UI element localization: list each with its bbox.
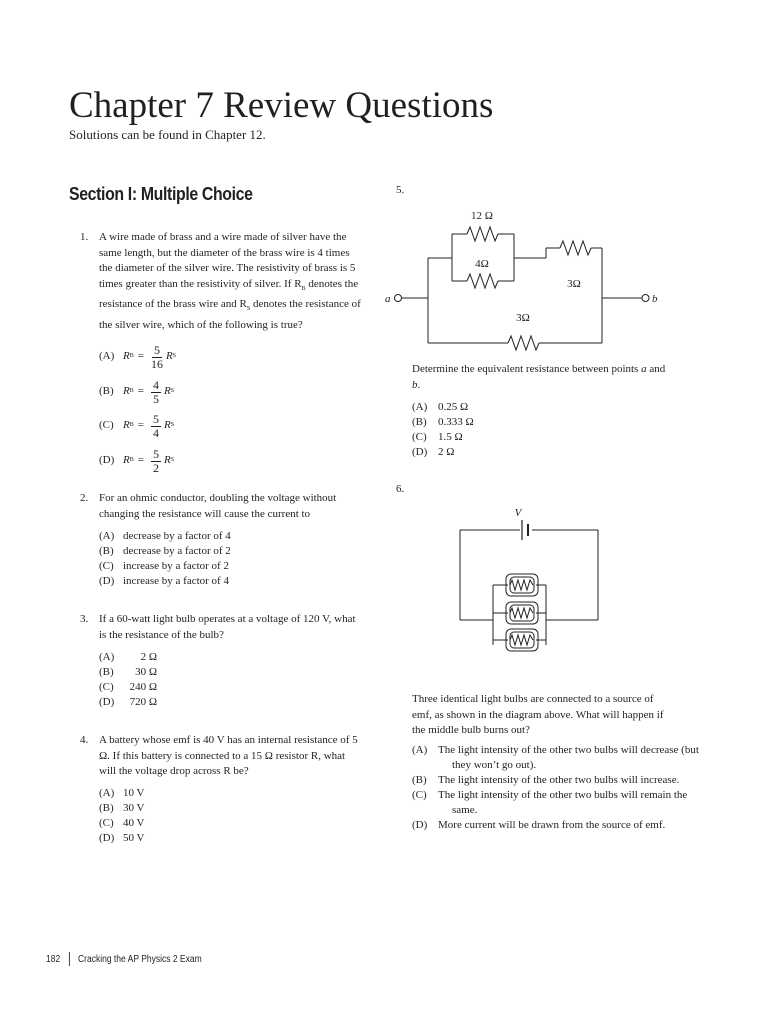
footer-divider <box>69 952 70 966</box>
page-footer <box>46 952 202 966</box>
answer-option-b[interactable]: (B) The light intensity of the other two bulbs will increase. <box>412 774 680 786</box>
terminal-label-a: a <box>385 293 391 305</box>
question-text: If a 60-watt light bulb operates at a voltage of 120 V, what is the resistance of the bulb? <box>99 613 356 641</box>
resistor-network-diagram <box>380 205 670 360</box>
question-text: A battery whose emf is 40 V has an internal resistance of 5 Ω. If this battery is connected to a 15 Ω resistor R, what will the voltage drop across R be? <box>99 734 358 777</box>
answer-option-a[interactable]: (A) decrease by a factor of 4 <box>99 530 231 542</box>
question-text: Three identical light bulbs are connected to a source of emf, as shown in the diagram above. What will happen if the middle bulb burns out? <box>412 693 664 736</box>
question-text: A wire made of brass and a wire made of silver have the same length, but the diameter of the brass wire is 4 times the diameter of the silver wire. The resistivity of brass is 5 times greater than the resistivity of silver. If $R_B$ denotes the resistance of the brass wire and $R_S$ denotes the resistance of the silver wire, which of the following is true? <box>99 231 361 331</box>
answer-option-b[interactable]: (B) R B = $\frac{4}{5}$ R S <box>99 377 175 406</box>
answer-options <box>412 400 474 460</box>
answer-option-c[interactable]: (C) increase by a factor of 2 <box>99 560 229 572</box>
question-number: 1. <box>80 231 89 243</box>
answer-option-d[interactable]: (D) R B = $\frac{5}{2}$ R S <box>99 446 175 475</box>
voltage-label: V <box>514 507 522 519</box>
answer-option-d[interactable]: (D) 50 V <box>99 832 145 844</box>
answer-options <box>99 786 145 846</box>
question-text: For an ohmic conductor, doubling the voltage without changing the resistance will cause the current to <box>99 492 337 520</box>
answer-option-b[interactable]: (B) 30 V <box>99 802 145 814</box>
question-number: 4. <box>80 734 89 746</box>
answer-option-a[interactable]: (A) 2 Ω <box>99 651 157 663</box>
answer-option-c[interactable]: (C) The light intensity of the other two bulbs will remain the same. <box>412 789 688 816</box>
question-text: Determine the equivalent resistance between points a and b. <box>412 363 666 391</box>
answer-option-d[interactable]: (D) increase by a factor of 4 <box>99 575 229 587</box>
answer-options <box>412 743 702 833</box>
bulb-circuit-diagram <box>450 500 610 665</box>
book-title: Cracking the AP Physics 2 Exam <box>78 953 202 965</box>
answer-option-d[interactable]: (D) 2 Ω <box>412 446 455 458</box>
question-number: 2. <box>80 492 89 504</box>
answer-options <box>99 529 231 589</box>
resistor-label-3-top: 3Ω <box>567 278 581 290</box>
answer-options <box>99 650 157 710</box>
resistor-label-3-bottom: 3Ω <box>516 312 530 324</box>
answer-option-a[interactable]: (A) 0.25 Ω <box>412 401 469 413</box>
answer-option-d[interactable]: (D) 720 Ω <box>99 696 157 708</box>
page-title: Chapter 7 Review Questions <box>69 85 494 126</box>
page-subtitle: Solutions can be found in Chapter 12. <box>69 127 266 142</box>
question-number: 3. <box>80 613 89 625</box>
answer-option-b[interactable]: (B) 0.333 Ω <box>412 416 474 428</box>
answer-option-c[interactable]: (C) 240 Ω <box>99 681 157 693</box>
resistor-label-12: 12 Ω <box>471 210 493 222</box>
answer-option-d[interactable]: (D) More current will be drawn from the source of emf. <box>412 819 666 831</box>
answer-option-a[interactable]: (A) The light intensity of the other two bulbs will decrease (but they won’t go out). <box>412 744 699 771</box>
answer-option-c[interactable]: (C) 1.5 Ω <box>412 431 463 443</box>
answer-option-c[interactable]: (C) 40 V <box>99 817 145 829</box>
answer-option-a[interactable]: (A) 10 V <box>99 787 145 799</box>
page-number: 182 <box>46 953 61 965</box>
question-number: 6. <box>396 483 405 495</box>
answer-option-b[interactable]: (B) decrease by a factor of 2 <box>99 545 231 557</box>
terminal-label-b: b <box>652 293 658 305</box>
section-heading: Section I: Multiple Choice <box>69 184 253 204</box>
resistor-label-4: 4Ω <box>475 258 489 270</box>
answer-option-c[interactable]: (C) R B = $\frac{5}{4}$ R S <box>99 411 175 440</box>
answer-option-b[interactable]: (B) 30 Ω <box>99 666 157 678</box>
answer-option-a[interactable]: (A) R B = $\frac{5}{16}$ R S <box>99 342 177 371</box>
question-number: 5. <box>396 184 405 196</box>
